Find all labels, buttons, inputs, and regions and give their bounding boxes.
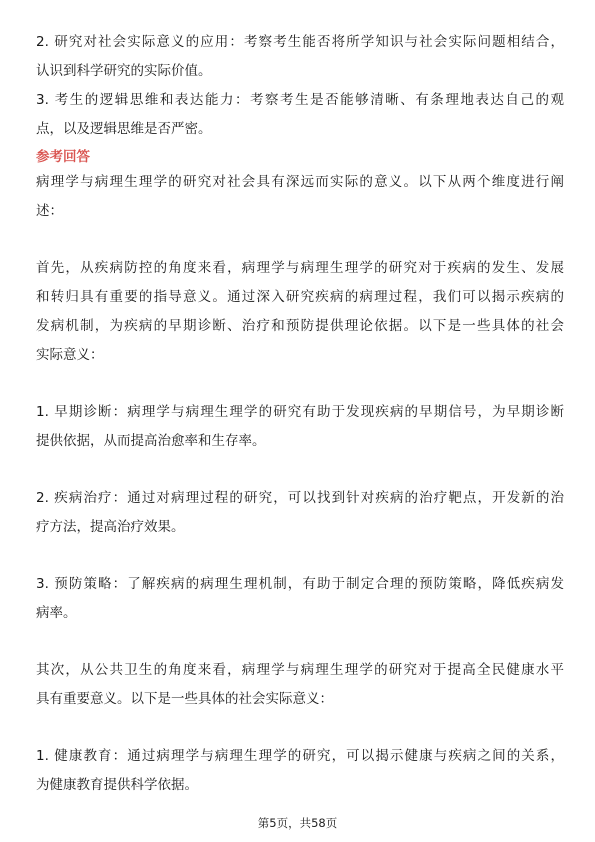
page-number: 第5页，共58页	[257, 816, 338, 830]
second-paragraph-line-1: 其次，从公共卫生的角度来看，病理学与病理生理学的研究对于提高全民健康水平	[36, 662, 564, 678]
first-paragraph-line-3: 发病机制，为疾病的早期诊断、治疗和预防提供理论依据。以下是一些具体的社会	[36, 318, 564, 334]
criteria-item-2-line-1: 2. 研究对社会实际意义的应用：考察考生能否将所学知识与社会实际问题相结合，	[36, 34, 564, 50]
answer-heading: 参考回答	[36, 149, 90, 165]
intro-line-2: 述：	[36, 203, 63, 219]
page-content	[36, 28, 564, 800]
intro-line-1: 病理学与病理生理学的研究对社会具有深远而实际的意义。以下从两个维度进行阐	[36, 174, 564, 190]
point-3-line-2: 病率。	[36, 605, 77, 621]
point-3-line-1: 3. 预防策略：了解疾病的病理生理机制，有助于制定合理的预防策略，降低疾病发	[36, 576, 564, 592]
first-paragraph-line-4: 实际意义：	[36, 347, 104, 363]
point-2-line-2: 疗方法，提高治疗效果。	[36, 519, 185, 535]
criteria-item-2-line-2: 认识到科学研究的实际价值。	[36, 63, 212, 79]
criteria-item-3-line-2: 点，以及逻辑思维是否严密。	[36, 121, 212, 137]
health-point-1-line-2: 为健康教育提供科学依据。	[36, 777, 198, 793]
point-1-line-2: 提供依据，从而提高治愈率和生存率。	[36, 433, 266, 449]
first-paragraph-line-1: 首先，从疾病防控的角度来看，病理学与病理生理学的研究对于疾病的发生、发展	[36, 260, 564, 276]
point-1-line-1: 1. 早期诊断：病理学与病理生理学的研究有助于发现疾病的早期信号，为早期诊断	[36, 404, 564, 420]
criteria-item-3-line-1: 3. 考生的逻辑思维和表达能力：考察考生是否能够清晰、有条理地表达自己的观	[36, 92, 564, 108]
second-paragraph-line-2: 具有重要意义。以下是一些具体的社会实际意义：	[36, 691, 333, 707]
point-2-line-1: 2. 疾病治疗：通过对病理过程的研究，可以找到针对疾病的治疗靶点，开发新的治	[36, 490, 564, 506]
first-paragraph-line-2: 和转归具有重要的指导意义。通过深入研究疾病的病理过程，我们可以揭示疾病的	[36, 289, 564, 305]
health-point-1-line-1: 1. 健康教育：通过病理学与病理生理学的研究，可以揭示健康与疾病之间的关系，	[36, 748, 564, 764]
